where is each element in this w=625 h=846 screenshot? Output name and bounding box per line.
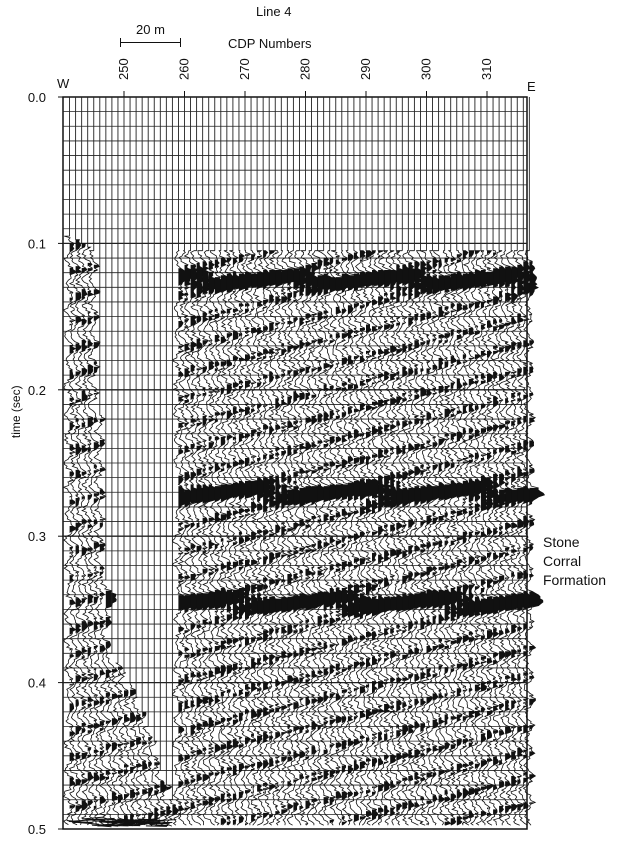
scale-bar-label: 20 m	[136, 22, 165, 37]
trace-peak-fill	[529, 488, 544, 506]
y-axis-label: time (sec)	[9, 385, 23, 439]
y-tick-label: 0.5	[27, 822, 46, 837]
chart-title: Line 4	[256, 4, 292, 19]
y-tick-label: 0.1	[27, 236, 46, 252]
annotation-line-2: Corral	[543, 553, 582, 569]
x-tick-label: 250	[116, 58, 131, 80]
x-tick-label: 290	[358, 58, 373, 80]
west-label: W	[57, 76, 70, 91]
x-tick-label: 270	[237, 58, 252, 80]
annotation-line-1: Stone	[543, 534, 580, 550]
east-label: E	[527, 79, 536, 94]
trace-peak-fill	[529, 592, 543, 608]
x-axis-label: CDP Numbers	[228, 36, 312, 51]
y-tick-label: 0.4	[27, 675, 46, 691]
trace-peak-fill	[529, 699, 535, 706]
y-tick-label: 0.2	[27, 382, 46, 398]
x-tick-label: 300	[418, 58, 434, 80]
y-tick-label: 0.3	[27, 529, 46, 545]
annotation-line-3: Formation	[543, 572, 607, 588]
x-tick-label: 310	[479, 58, 494, 80]
x-tick-label: 260	[176, 58, 192, 80]
y-tick-label: 0.0	[27, 90, 46, 105]
x-tick-label: 280	[297, 58, 313, 80]
